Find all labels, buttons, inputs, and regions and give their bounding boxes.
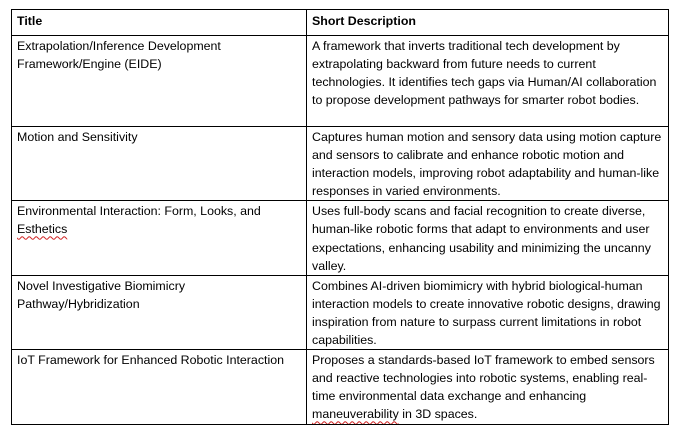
framework-table bbox=[11, 9, 669, 425]
row-title-cell: Motion and Sensitivity bbox=[12, 127, 307, 201]
row-description-text: Proposes a standards-based IoT framework to embed sensors and reactive technologies into robotic systems, enabling real-time environmental data exchange and enhancing bbox=[312, 353, 655, 404]
row-title-text: Environmental Interaction: Form, Looks, and bbox=[17, 204, 261, 219]
row-title-cell: Extrapolation/Inference Development Framework/Engine (EIDE) bbox=[12, 36, 307, 127]
table-row bbox=[12, 275, 669, 349]
row-description-cell: Combines AI-driven biomimicry with hybrid biological-human interaction models to create innovative robotic designs, drawing inspiration from nature to surpass current limitations in robot capabilities. bbox=[307, 275, 669, 349]
table-row bbox=[12, 201, 669, 275]
spellcheck-flagged-word[interactable]: Esthetics bbox=[17, 222, 68, 237]
row-description-cell: Uses full-body scans and facial recognition to create diverse, human-like robotic forms that adapt to environments and user expectations, enhancing usability and minimizing the uncanny valley. bbox=[307, 201, 669, 275]
table-row bbox=[12, 127, 669, 201]
row-title-cell bbox=[12, 201, 307, 275]
row-title-cell: Novel Investigative Biomimicry Pathway/Hybridization bbox=[12, 275, 307, 349]
table-row bbox=[12, 350, 669, 424]
row-description-cell: A framework that inverts traditional tech development by extrapolating backward from future needs to current technologies. It identifies tech gaps via Human/AI collaboration to propose development pathways for smarter robot bodies. bbox=[307, 36, 669, 127]
table-row bbox=[12, 36, 669, 127]
table-header-row bbox=[12, 10, 669, 36]
row-description-text-end: in 3D spaces. bbox=[402, 407, 478, 422]
spellcheck-flagged-word[interactable]: maneuverability bbox=[312, 407, 399, 422]
header-title: Title bbox=[12, 10, 307, 36]
row-description-cell bbox=[307, 350, 669, 424]
row-description-cell: Captures human motion and sensory data using motion capture and sensors to calibrate and enhance robotic motion and interaction models, improving robot adaptability and human-like responses in varied environments. bbox=[307, 127, 669, 201]
row-title-cell: IoT Framework for Enhanced Robotic Interaction bbox=[12, 350, 307, 424]
header-short-description: Short Description bbox=[307, 10, 669, 36]
